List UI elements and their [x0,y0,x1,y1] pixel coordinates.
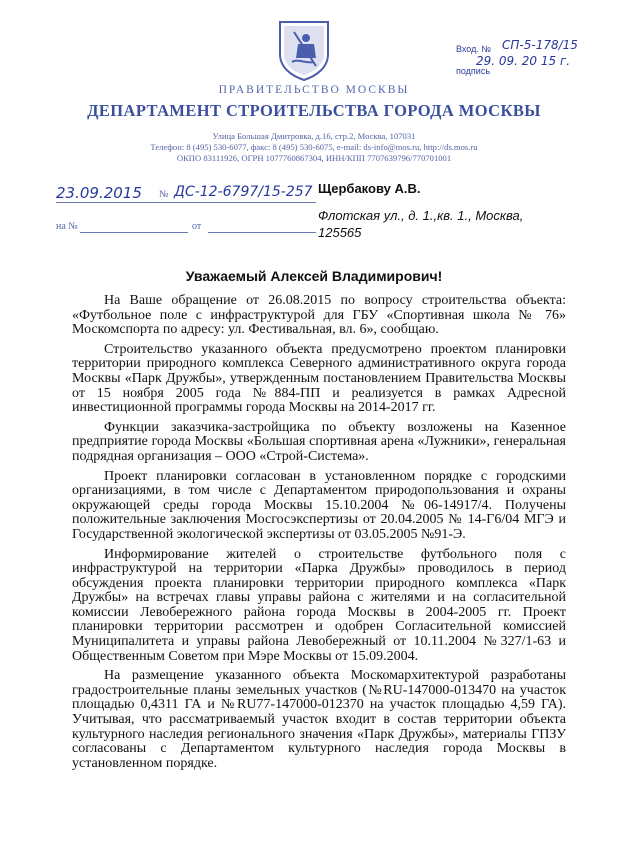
body-paragraph: Информирование жителей о строительстве футбольного поля с инфраструктурой на территории «Парка Дружбы» проводилось в период обсуждения проекта планировки территории природного комплекса «Парк Дружбы» на встречах главы управы района с жителями и на согласительной комиссии Левобережного района города Москвы в 2004-2005 гг. Проект планировки территории рассмотрен и одобрен Согласительной комиссией Муниципалитета и управы района Левобережный от 10.11.2004 №327/1-63 и Общественным Советом при Мэре Москвы от 15.09.2004. [72,546,566,664]
reference-from-label: от [192,221,202,232]
body-paragraph: Строительство указанного объекта предусмотрено проектом планировки территории природного комплекса Северного административного округа города Москвы «Парк Дружбы», утвержденным постановлением Правительства Москвы от 15 ноября 2005 года №884-ПП и реализуется в рамках Адресной инвестиционной программы города Москвы на 2014-2017 гг. [72,341,566,416]
stamp-date: 29. 09. 20 15 г. [476,54,571,68]
department-contacts: Телефон: 8 (495) 530-6077, факс: 8 (495) 530-6075, e-mail: ds-info@mos.ru, http://ds.mos.ru [150,142,478,152]
outgoing-underline [56,202,316,203]
government-name: ПРАВИТЕЛЬСТВО МОСКВЫ [218,84,410,96]
recipient-name: Щербакову А.В. [318,181,421,196]
outgoing-date: 23.09.2015 [56,184,142,202]
stamp-sign-label: подпись [456,66,491,76]
moscow-coat-of-arms-icon [276,18,332,82]
body-paragraph: Проект планировки согласован в установленном порядке с городскими организациями, в том числе с Департаментом природопользования и охраны окружающей среды города Москвы 15.10.2004 №06-14917/4. Получены положительные заключения Мосгосэкспертизы от 20.04.2005 № 14-Г6/04 МГЭ и Государственной экологической экспертизы от 03.05.2005 №91-Э. [72,468,566,542]
body-paragraph: Функции заказчика-застройщика по объекту возложены на Казенное предприятие города Москвы «Большая спортивная арена «Лужники», генеральная подрядная организация – ООО «Строй-Система». [72,419,566,464]
letter-greeting: Уважаемый Алексей Владимирович! [185,268,443,284]
stamp-in-label: Вход. № [456,44,492,54]
reference-on-label: на № [56,221,78,232]
reference-number-line [80,232,188,233]
recipient-address: Флотская ул., д. 1.,кв. 1., Москва, 125565 [318,208,524,240]
department-codes: ОКПО 83111926, ОГРН 1077760867304, ИНН/КПП 7707639796/770701001 [176,153,452,163]
body-paragraph: На Ваше обращение от 26.08.2015 по вопросу строительства объекта: «Футбольное поле с инфраструктурой для ГБУ «Спортивная школа № 76» Москомспорта по адресу: ул. Фестивальная, вл. 6», сообщаю. [72,293,566,338]
incoming-stamp [446,40,616,90]
stamp-in-number: СП-5-178/15 [502,38,578,52]
outgoing-no-label: № [159,189,169,200]
outgoing-number: ДС-12-6797/15-257 [174,184,313,200]
letter-body [72,294,566,776]
reference-date-line [208,232,316,233]
department-title: ДЕПАРТАМЕНТ СТРОИТЕЛЬСТВА ГОРОДА МОСКВЫ [87,101,541,120]
department-address: Улица Большая Дмитровка, д.16, стр.2, Москва, 107031 [212,131,416,141]
body-paragraph: На размещение указанного объекта Москомархитектурой разработаны градостроительные планы земельных участков (№RU-147000-013470 на участок площадью 0,4311 ГА и №RU77-147000-012370 на участок площадью 4,59 ГА). Учитывая, что рассматриваемый участок входит в состав территории объекта культурного наследия регионального значения «Парк Дружбы», материалы ГПЗУ согласованы с Департаментом культурного наследия города Москвы в установленном порядке. [72,668,566,771]
